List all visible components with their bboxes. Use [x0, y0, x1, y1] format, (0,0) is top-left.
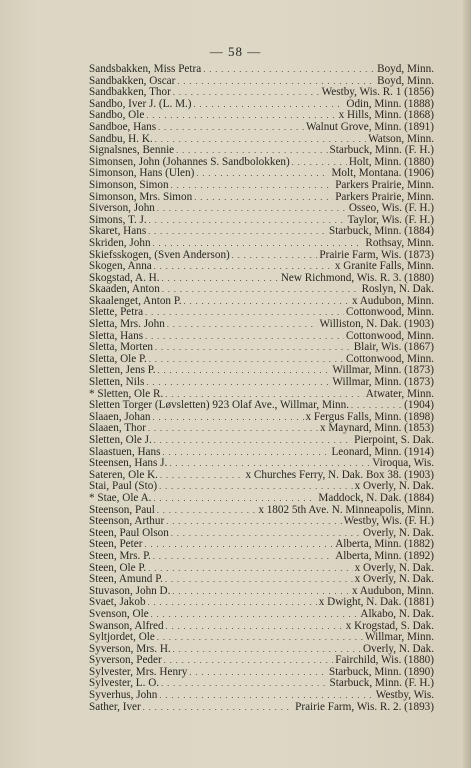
dot-leader — [173, 644, 361, 656]
dot-leader — [153, 493, 316, 505]
dot-leader — [160, 470, 244, 482]
entry-name: Siverson, John — [89, 203, 155, 215]
list-item — [89, 423, 434, 435]
dot-leader — [158, 122, 304, 134]
list-item — [89, 238, 434, 250]
entry-place: Viroqua, Wis. — [372, 458, 434, 470]
dot-leader — [145, 331, 344, 343]
entry-name: Simonson, Simon — [89, 179, 169, 191]
list-item — [89, 145, 434, 157]
entry-place: Cottonwood, Minn. — [346, 307, 434, 319]
list-item — [89, 76, 434, 88]
list-item — [89, 64, 434, 76]
dot-leader — [148, 563, 352, 575]
list-item — [89, 528, 434, 540]
dot-leader — [154, 435, 352, 447]
entry-name: Slaaen, Johan — [89, 411, 151, 423]
list-item — [89, 296, 434, 308]
entry-place: Parkers Prairie, Minn. — [335, 191, 434, 203]
entry-name: Steen, Paul Olson — [89, 527, 169, 539]
page-number: — 58 — — [209, 44, 262, 59]
entry-name: Simons, T. J. — [89, 214, 147, 226]
list-item — [89, 180, 434, 192]
entry-name: Simonsen, John (Johannes S. Sandbolokken) — [89, 156, 290, 168]
dot-leader — [148, 226, 327, 238]
dot-leader — [203, 64, 375, 76]
dot-leader — [158, 365, 331, 377]
entry-place: x Churches Ferry, N. Dak. Box 38. (1903) — [245, 469, 434, 481]
dot-leader — [166, 621, 344, 633]
dot-leader — [157, 632, 363, 644]
dot-leader — [177, 76, 375, 88]
entry-list — [89, 64, 434, 713]
entry-name: Sletta, Hans — [89, 330, 144, 342]
list-item — [89, 87, 434, 99]
entry-place: Westby, Wis. — [375, 690, 434, 702]
entry-name: Sletten, Ole J. — [89, 435, 152, 446]
dot-leader — [171, 180, 334, 192]
list-item — [89, 319, 434, 331]
list-item — [89, 307, 434, 319]
entry-place: Atwater, Minn. — [365, 388, 434, 400]
dot-leader — [149, 354, 344, 366]
list-item — [89, 354, 434, 366]
entry-place: Starbuck, Minn. (1884) — [328, 226, 434, 238]
list-item — [89, 470, 434, 482]
list-item — [89, 412, 434, 424]
list-item — [89, 110, 434, 122]
entry-place: Overly, N. Dak. — [362, 527, 434, 539]
entry-name: Sandsbakken, Miss Petra — [89, 64, 202, 75]
entry-name: Sletten, Nils — [89, 377, 145, 389]
entry-place: Cottonwood, Minn. — [346, 330, 434, 342]
list-item — [89, 644, 434, 656]
list-item — [89, 168, 434, 180]
entry-place: Taylor, Wis. (F. H.) — [347, 214, 434, 226]
entry-place: x Audubon, Minn. — [351, 585, 434, 597]
list-item — [89, 678, 434, 690]
entry-place: Cottonwood, Minn. — [346, 353, 434, 365]
list-item — [89, 226, 434, 238]
dot-leader — [194, 192, 333, 204]
dot-leader — [146, 110, 336, 122]
entry-place: Blair, Wis. (1867) — [353, 342, 434, 354]
dot-leader — [167, 319, 318, 331]
entry-name: Sandbakken, Thor — [89, 87, 171, 99]
entry-place: (1904) — [404, 400, 434, 412]
dot-leader — [159, 481, 353, 493]
entry-place: Holt, Minn. (1880) — [348, 156, 434, 168]
dot-leader — [165, 574, 353, 586]
list-item — [89, 621, 434, 633]
entry-name: Steen, Ole P. — [89, 562, 147, 574]
entry-name: Syverson, Mrs. H. — [89, 643, 171, 655]
entry-name: Steen, Mrs. P. — [89, 550, 151, 562]
entry-name: Svenson, Ole — [89, 608, 149, 620]
entry-name: Stai, Paul (Sto) — [89, 481, 158, 493]
dot-leader — [194, 99, 345, 111]
entry-place: Alberta, Minn. (1892) — [335, 550, 434, 562]
entry-name: Sandbo, Iver J. (L. M.) — [89, 98, 192, 110]
entry-place: Rothsay, Minn. — [365, 237, 434, 249]
dot-leader — [161, 678, 327, 690]
entry-place: Alberta, Minn. (1882) — [335, 539, 434, 551]
list-item — [89, 551, 434, 563]
entry-place: Starbuck, Minn. (1890) — [328, 666, 434, 678]
list-item — [89, 632, 434, 644]
dot-leader — [153, 412, 304, 424]
list-item — [89, 447, 434, 459]
entry-name: Swanson, Alfred — [89, 620, 164, 632]
entry-name: Sletta, Ole P. — [89, 353, 147, 365]
entry-name: Steensen, Hans J. — [89, 458, 168, 470]
list-item — [89, 667, 434, 679]
dot-leader — [171, 528, 361, 540]
list-item — [89, 690, 434, 702]
entry-name: Sletten Torger (Løvsletten) 923 Olaf Ave., Willmar, Minn. — [89, 400, 350, 412]
entry-name: Sandbu, H. K. — [89, 133, 153, 145]
entry-place: Alkabo, N. Dak. — [360, 608, 434, 620]
dot-leader — [189, 667, 327, 679]
entry-name: Sletten, Jens P. — [89, 365, 156, 377]
entry-name: Slaastuen, Hans — [89, 446, 161, 458]
dot-leader — [148, 423, 318, 435]
list-item — [89, 655, 434, 667]
entry-name: Steenson, Paul — [89, 504, 155, 516]
dot-leader — [292, 157, 347, 169]
entry-name: Syltjordet, Ole — [89, 632, 155, 644]
list-item — [89, 481, 434, 493]
entry-place: Willmar, Minn. (1873) — [332, 377, 434, 389]
dot-leader — [145, 307, 344, 319]
entry-place: Prairie Farm, Wis. (1873) — [319, 249, 434, 261]
list-item — [89, 516, 434, 528]
entry-place: x Granite Falls, Minn. — [334, 261, 434, 273]
entry-name: Sandboe, Hans — [89, 121, 157, 133]
dot-leader — [172, 586, 350, 598]
list-item — [89, 702, 434, 714]
list-item — [89, 250, 434, 262]
list-item — [89, 99, 434, 111]
list-item — [89, 365, 434, 377]
entry-name: Sylvester, L. O. — [89, 678, 160, 690]
list-item — [89, 284, 434, 296]
entry-place: Molt, Montana. (1906) — [331, 168, 434, 180]
list-item — [89, 273, 434, 285]
entry-name: Steen, Peter — [89, 539, 143, 551]
entry-name: * Stae, Ole A. — [89, 492, 152, 504]
entry-place: Starbuck, Minn. (F. H.) — [329, 678, 434, 690]
entry-name: Sletta, Morten — [89, 342, 154, 354]
entry-place: Osseo, Wis. (F. H.) — [348, 203, 434, 215]
list-item — [89, 389, 434, 401]
dot-leader — [351, 400, 402, 412]
list-item — [89, 574, 434, 586]
entry-place: Willmar, Minn. — [364, 632, 434, 644]
list-item — [89, 609, 434, 621]
list-item — [89, 192, 434, 204]
list-item — [89, 435, 434, 447]
entry-name: Sylvester, Mrs. Henry — [89, 666, 188, 678]
dot-leader — [151, 609, 359, 621]
entry-place: x Maynard, Minn. (1853) — [319, 423, 434, 435]
list-item — [89, 458, 434, 470]
entry-name: Skaaden, Anton — [89, 284, 160, 296]
entry-place: Walnut Grove, Minn. (1891) — [305, 121, 434, 133]
entry-place: Odin, Minn. (1888) — [346, 98, 434, 110]
dot-leader — [144, 539, 333, 551]
entry-name: Sandbakken, Oscar — [89, 75, 176, 87]
entry-name: Stuvason, John D. — [89, 585, 171, 597]
entry-name: Syverson, Peder — [89, 655, 162, 667]
list-item — [89, 134, 434, 146]
entry-name: Skiefsskogen, (Sven Anderson) — [89, 249, 230, 261]
entry-name: Sandbo, Ole — [89, 110, 145, 122]
dot-leader — [184, 296, 350, 308]
dot-leader — [196, 168, 329, 180]
entry-name: Signalsnes, Bennie — [89, 145, 175, 157]
entry-place: Westby, Wis. R. 1 (1856) — [321, 87, 434, 99]
dot-leader — [165, 389, 364, 401]
dot-leader — [173, 87, 320, 99]
entry-place: Pierpoint, S. Dak. — [354, 435, 434, 446]
entry-place: x Overly, N. Dak. — [354, 481, 434, 493]
entry-name: Simonson, Hans (Ulen) — [89, 168, 195, 180]
page-edge — [463, 0, 471, 768]
dot-leader — [148, 597, 317, 609]
entry-name: Sateren, Ole K. — [89, 469, 158, 481]
entry-place: Willmar, Minn. (1873) — [332, 365, 434, 377]
list-item — [89, 261, 434, 273]
entry-place: Leonard, Minn. (1914) — [331, 446, 434, 458]
dot-leader — [176, 145, 327, 157]
entry-name: Skogstad, A. H. — [89, 272, 160, 284]
entry-place: x Overly, N. Dak. — [354, 574, 434, 586]
list-item — [89, 215, 434, 227]
entry-place: x Krogstad, S. Dak. — [345, 620, 434, 632]
entry-name: Skogen, Anna — [89, 261, 152, 273]
entry-place: Prairie Farm, Wis. R. 2. (1893) — [295, 701, 434, 713]
entry-place: x Fergus Falls, Minn. (1898) — [305, 411, 434, 423]
list-item — [89, 597, 434, 609]
entry-place: Maddock, N. Dak. (1884) — [318, 492, 434, 504]
entry-place: Parkers Prairie, Minn. — [335, 179, 434, 191]
entry-place: Starbuck, Minn. (F. H.) — [329, 145, 434, 157]
dot-leader — [143, 702, 293, 714]
dot-leader — [162, 284, 360, 296]
dot-leader — [155, 134, 366, 146]
list-item — [89, 505, 434, 517]
dot-leader — [162, 273, 279, 285]
list-item — [89, 122, 434, 134]
dot-leader — [157, 203, 347, 215]
dot-leader — [146, 377, 330, 389]
entry-name: Skaret, Hans — [89, 226, 147, 238]
dot-leader — [169, 458, 370, 470]
dot-leader — [232, 250, 318, 262]
entry-name: Skriden, John — [89, 237, 151, 249]
entry-place: x Hills, Minn. (1868) — [338, 110, 434, 122]
entry-place: x Dwight, N. Dak. (1881) — [318, 597, 434, 609]
entry-place: Westby, Wis. (F. H.) — [343, 516, 434, 528]
list-item — [89, 539, 434, 551]
entry-place: Williston, N. Dak. (1903) — [319, 319, 434, 331]
entry-place: New Richmond, Wis. R. 3. (1880) — [280, 272, 434, 284]
dot-leader — [164, 655, 334, 667]
entry-place: Boyd, Minn. — [377, 75, 434, 87]
entry-place: x Overly, N. Dak. — [354, 562, 434, 574]
list-item — [89, 400, 434, 412]
entry-name: Sletta, Mrs. John — [89, 319, 165, 331]
entry-name: Svaet, Jakob — [89, 597, 146, 609]
entry-name: * Sletten, Ole R. — [89, 388, 164, 400]
dot-leader — [159, 690, 373, 702]
entry-name: Slaaen, Thor — [89, 423, 146, 435]
dot-leader — [157, 505, 256, 517]
entry-name: Sather, Iver — [89, 701, 141, 713]
entry-name: Steenson, Arthur — [89, 516, 165, 528]
entry-place: x Audubon, Minn. — [351, 295, 434, 307]
list-item — [89, 331, 434, 343]
entry-place: Roslyn, N. Dak. — [361, 284, 434, 296]
dot-leader — [153, 238, 364, 250]
list-item — [89, 493, 434, 505]
entry-place: Boyd, Minn. — [377, 64, 434, 75]
entry-name: Skaalenget, Anton P. — [89, 295, 182, 307]
dot-leader — [153, 551, 333, 563]
entry-place: Fairchild, Wis. (1880) — [335, 655, 434, 667]
list-item — [89, 377, 434, 389]
list-item — [89, 203, 434, 215]
entry-name: Simonson, Mrs. Simon — [89, 191, 193, 203]
dot-leader — [162, 447, 329, 459]
entry-name: Steen, Amund P. — [89, 574, 163, 586]
dot-leader — [166, 516, 341, 528]
dot-leader — [155, 342, 352, 354]
dot-leader — [149, 215, 346, 227]
list-item — [89, 563, 434, 575]
entry-place: Watson, Minn. — [368, 133, 434, 145]
entry-name: Slette, Petra — [89, 307, 144, 319]
entry-place: x 1802 5th Ave. N. Minneapolis, Minn. — [258, 504, 434, 516]
list-item — [89, 157, 434, 169]
list-item — [89, 342, 434, 354]
list-item — [89, 586, 434, 598]
entry-place: Overly, N. Dak. — [362, 643, 434, 655]
dot-leader — [154, 261, 333, 273]
entry-name: Syverhus, John — [89, 690, 158, 702]
